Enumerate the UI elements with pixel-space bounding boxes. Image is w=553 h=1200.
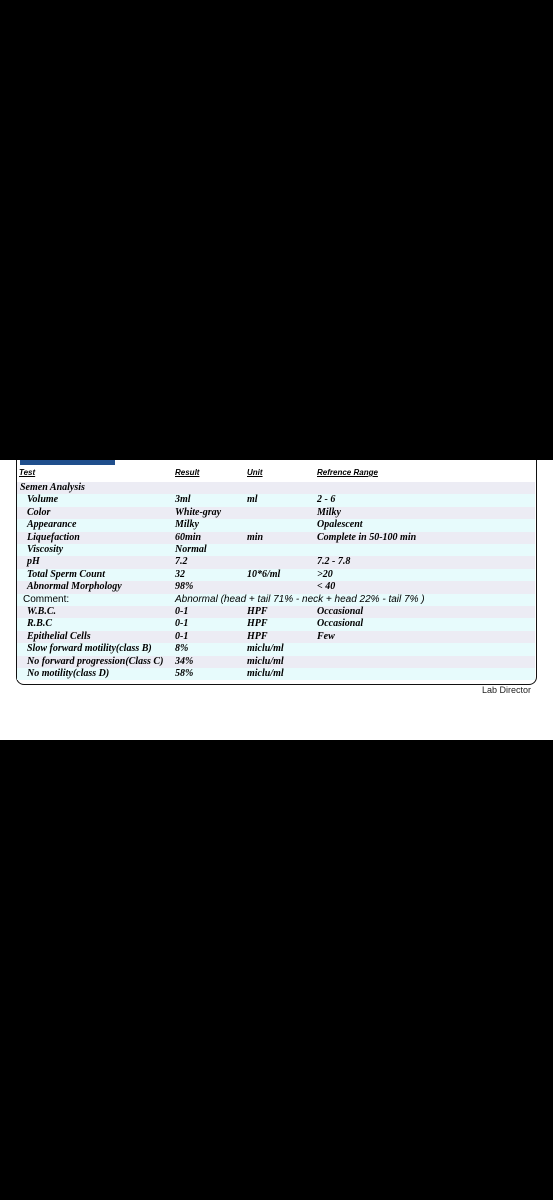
test-unit: miclu/ml bbox=[247, 643, 284, 655]
test-result: 0-1 bbox=[175, 630, 189, 642]
section-title: Semen Analysis bbox=[20, 482, 85, 493]
table-row bbox=[17, 569, 535, 581]
test-result: 58% bbox=[175, 668, 194, 679]
test-name: Liquefaction bbox=[27, 531, 80, 543]
lab-report bbox=[0, 460, 553, 740]
test-unit: 10*6/ml bbox=[247, 568, 281, 580]
table-row bbox=[17, 581, 535, 593]
test-name: Color bbox=[27, 506, 51, 518]
signature-label: Lab Director bbox=[481, 685, 531, 695]
test-result: 34% bbox=[175, 655, 194, 667]
test-unit: HPF bbox=[247, 630, 268, 642]
test-result: 0-1 bbox=[175, 606, 189, 617]
table-row bbox=[17, 618, 535, 630]
test-name: Slow forward motility(class B) bbox=[27, 643, 152, 655]
test-name: Abnormal Morphology bbox=[27, 581, 122, 593]
test-unit: min bbox=[247, 531, 264, 543]
test-unit: HPF bbox=[247, 606, 268, 617]
test-name: Total Sperm Count bbox=[27, 568, 105, 580]
test-name: R.B.C bbox=[27, 618, 53, 630]
test-range: Few bbox=[317, 630, 335, 642]
test-result: 32 bbox=[175, 568, 185, 580]
test-result: Milky bbox=[175, 519, 199, 531]
test-result: 60min bbox=[175, 531, 202, 543]
header-test: Test bbox=[19, 468, 36, 477]
test-name: Volume bbox=[27, 494, 59, 506]
test-range: < 40 bbox=[317, 581, 336, 593]
test-name: No motility(class D) bbox=[27, 668, 110, 679]
comment-label: Comment: bbox=[23, 593, 70, 605]
test-range: Opalescent bbox=[317, 519, 363, 531]
test-name: pH bbox=[27, 556, 40, 568]
test-range: 2 - 6 bbox=[317, 494, 336, 506]
test-range: Occasional bbox=[317, 606, 364, 617]
header-result: Result bbox=[175, 468, 200, 477]
table-row bbox=[17, 544, 535, 556]
test-result: White-gray bbox=[175, 506, 222, 518]
comment-text: Abnormal (head + tail 71% - neck + head 22% - tail 7% ) bbox=[175, 593, 425, 605]
test-unit: ml bbox=[247, 494, 258, 506]
header-unit: Unit bbox=[247, 468, 263, 477]
test-result: Normal bbox=[175, 544, 207, 555]
header-range: Refrence Range bbox=[317, 468, 378, 477]
test-range: >20 bbox=[317, 568, 333, 580]
table-row bbox=[17, 631, 535, 643]
test-name: W.B.C. bbox=[27, 606, 56, 617]
comment-row bbox=[17, 594, 535, 606]
test-range: Milky bbox=[317, 506, 341, 518]
table-row bbox=[17, 494, 535, 506]
table-row bbox=[17, 507, 535, 519]
test-range: Complete in 50-100 min bbox=[317, 531, 417, 543]
table-row bbox=[17, 556, 535, 568]
table-row bbox=[17, 519, 535, 531]
test-range: 7.2 - 7.8 bbox=[317, 556, 351, 568]
test-range: Occasional bbox=[317, 618, 364, 630]
test-name: Epithelial Cells bbox=[27, 630, 91, 642]
test-name: No forward progression(Class C) bbox=[27, 655, 164, 667]
section-row bbox=[17, 482, 535, 494]
test-result: 98% bbox=[175, 581, 194, 593]
test-result: 7.2 bbox=[175, 556, 188, 568]
table-row bbox=[17, 668, 535, 680]
test-unit: miclu/ml bbox=[247, 668, 284, 679]
test-result: 0-1 bbox=[175, 618, 189, 630]
test-result: 3ml bbox=[175, 494, 191, 506]
test-name: Appearance bbox=[27, 519, 77, 531]
table-row bbox=[17, 606, 535, 618]
table-row bbox=[17, 532, 535, 544]
test-name: Viscosity bbox=[27, 544, 64, 555]
test-unit: HPF bbox=[247, 618, 268, 630]
table-row bbox=[17, 656, 535, 668]
test-unit: miclu/ml bbox=[247, 655, 284, 667]
test-result: 8% bbox=[175, 643, 189, 655]
table-row bbox=[17, 643, 535, 655]
